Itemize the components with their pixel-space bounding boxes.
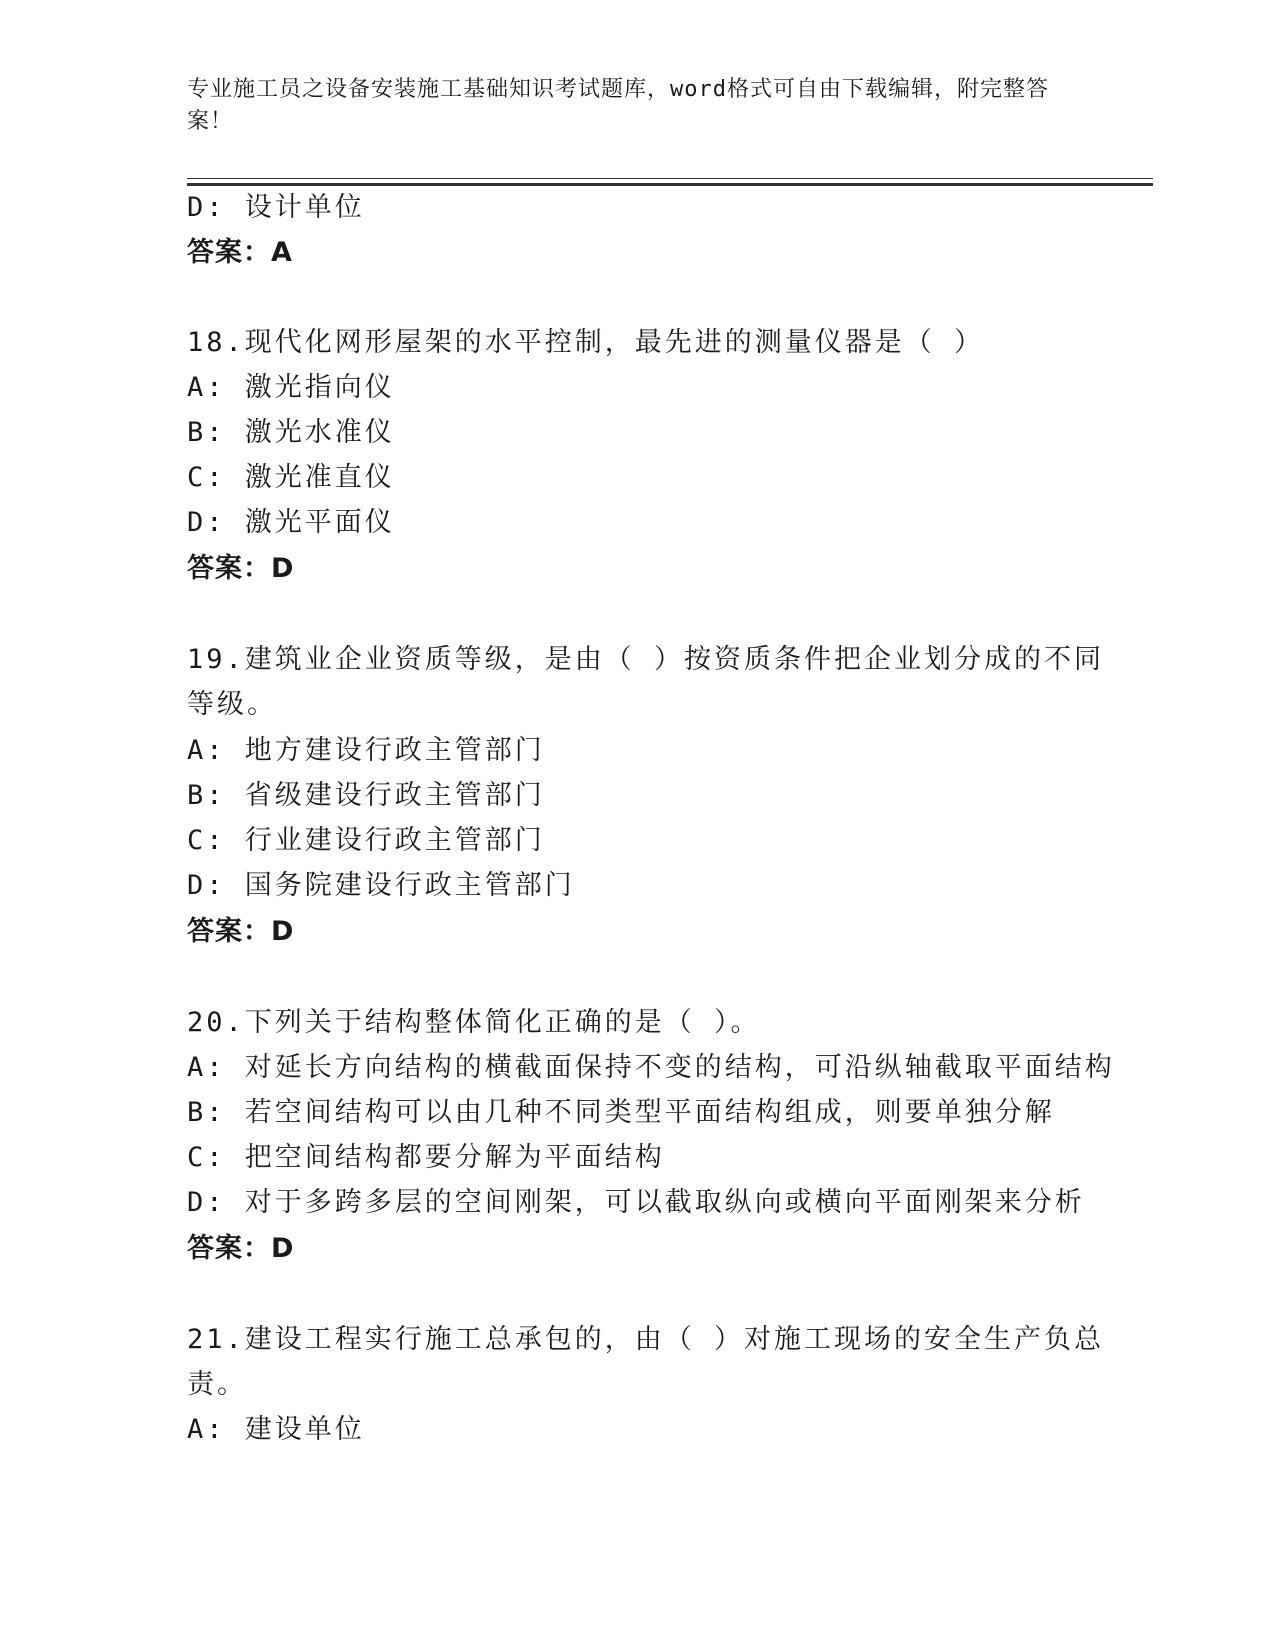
prev-option-d: D: 设计单位 [187, 192, 365, 223]
q19-option-a: A: 地方建设行政主管部门 [187, 735, 545, 766]
q20-option-d: D: 对于多跨多层的空间刚架，可以截取纵向或横向平面刚架来分析 [187, 1187, 1085, 1218]
header-divider-thick [187, 183, 1153, 186]
prev-answer: 答案：A [187, 237, 293, 268]
q18-option-d: D: 激光平面仪 [187, 507, 395, 538]
q18-option-a: A: 激光指向仪 [187, 372, 395, 403]
q18-stem: 18.现代化网形屋架的水平控制，最先进的测量仪器是（ ） [187, 327, 985, 358]
q19-stem-line1: 19.建筑业企业资质等级，是由（ ）按资质条件把企业划分成的不同 [187, 644, 1105, 675]
q19-option-c: C: 行业建设行政主管部门 [187, 825, 545, 856]
q20-option-c: C: 把空间结构都要分解为平面结构 [187, 1142, 665, 1173]
q19-option-d: D: 国务院建设行政主管部门 [187, 870, 575, 901]
q19-stem-line2: 等级。 [187, 689, 277, 720]
q21-stem-line1: 21.建设工程实行施工总承包的，由（ ）对施工现场的安全生产负总 [187, 1324, 1105, 1355]
header-divider-thin [187, 178, 1153, 179]
q19-option-b: B: 省级建设行政主管部门 [187, 780, 545, 811]
q20-option-b: B: 若空间结构可以由几种不同类型平面结构组成，则要单独分解 [187, 1097, 1055, 1128]
q20-stem: 20.下列关于结构整体简化正确的是（ ）。 [187, 1007, 761, 1038]
q21-option-a: A: 建设单位 [187, 1414, 365, 1445]
q18-answer: 答案：D [187, 553, 295, 584]
page-header: 专业施工员之设备安装施工基础知识考试题库，word格式可自由下载编辑，附完整答案！ [187, 77, 1049, 134]
q21-stem-line2: 责。 [187, 1369, 247, 1400]
q18-option-c: C: 激光准直仪 [187, 462, 395, 493]
q20-option-a: A: 对延长方向结构的横截面保持不变的结构，可沿纵轴截取平面结构 [187, 1052, 1115, 1083]
q20-answer: 答案：D [187, 1233, 295, 1264]
q18-option-b: B: 激光水准仪 [187, 417, 395, 448]
q19-answer: 答案：D [187, 916, 295, 947]
